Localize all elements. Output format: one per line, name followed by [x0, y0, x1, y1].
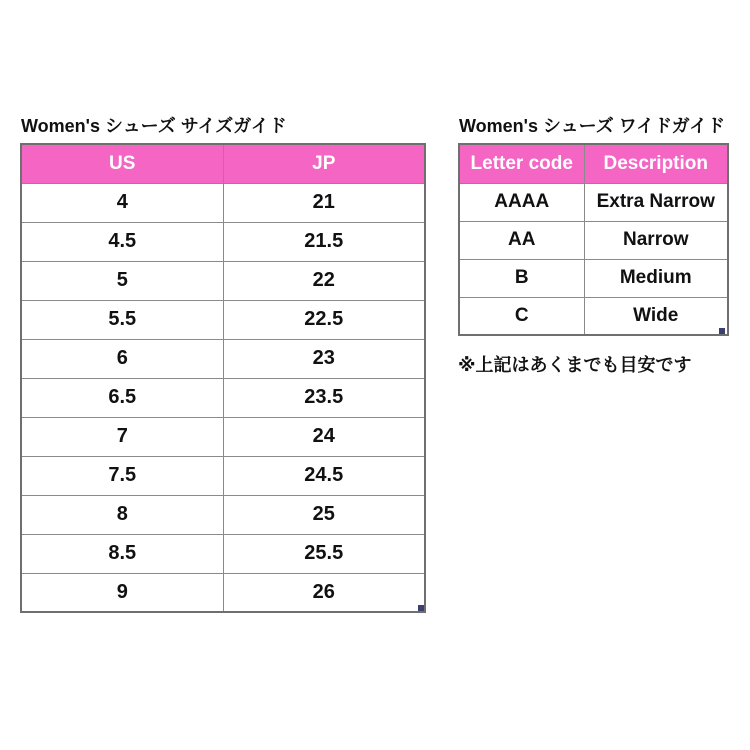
- column-header-description: Description: [584, 144, 728, 183]
- table-row: [21, 495, 425, 534]
- table-cell: 22.5: [223, 300, 425, 339]
- table-row: [21, 456, 425, 495]
- table-cell: 21: [223, 183, 425, 222]
- table-cell: 24: [223, 417, 425, 456]
- width-guide-title: Women's シューズ ワイドガイド: [459, 116, 726, 136]
- table-cell: AA: [459, 221, 584, 259]
- table-cell: C: [459, 297, 584, 335]
- column-header-letter-code: Letter code: [459, 144, 584, 183]
- table-cell: 26: [223, 573, 425, 612]
- table-row: [21, 222, 425, 261]
- table-cell: 24.5: [223, 456, 425, 495]
- table-cell: Medium: [584, 259, 728, 297]
- size-guide-table: [20, 143, 426, 613]
- table-cell: 21.5: [223, 222, 425, 261]
- table-cell: 8: [21, 495, 223, 534]
- table-cell: 23: [223, 339, 425, 378]
- table-row: [21, 534, 425, 573]
- table-row: [21, 378, 425, 417]
- table-cell: 5: [21, 261, 223, 300]
- table-cell: 4: [21, 183, 223, 222]
- table-cell: 7.5: [21, 456, 223, 495]
- table-cell: Narrow: [584, 221, 728, 259]
- letter-code-table: [458, 143, 729, 336]
- table-row: [459, 297, 728, 335]
- us-jp-size-table: [20, 143, 426, 613]
- table-row: [21, 183, 425, 222]
- table-row: [459, 221, 728, 259]
- table-cell: 5.5: [21, 300, 223, 339]
- table-row: [459, 259, 728, 297]
- table-cell: 6.5: [21, 378, 223, 417]
- column-header-jp: JP: [223, 144, 425, 183]
- table-header-row: [459, 144, 728, 183]
- size-guide-title: Women's シューズ サイズガイド: [21, 116, 287, 136]
- guide-disclaimer-note: ※上記はあくまでも目安です: [458, 355, 692, 375]
- table-row: [21, 573, 425, 612]
- selection-corner-marker: [418, 605, 424, 611]
- table-cell: 22: [223, 261, 425, 300]
- table-cell: 25: [223, 495, 425, 534]
- table-cell: 8.5: [21, 534, 223, 573]
- table-row: [21, 300, 425, 339]
- table-cell: 23.5: [223, 378, 425, 417]
- table-cell: 6: [21, 339, 223, 378]
- table-cell: 25.5: [223, 534, 425, 573]
- table-cell: B: [459, 259, 584, 297]
- table-row: [21, 417, 425, 456]
- table-row: [21, 339, 425, 378]
- table-cell: AAAA: [459, 183, 584, 221]
- table-cell: 7: [21, 417, 223, 456]
- table-cell: Extra Narrow: [584, 183, 728, 221]
- table-cell: Wide: [584, 297, 728, 335]
- table-header-row: [21, 144, 425, 183]
- width-guide-table: [458, 143, 727, 336]
- table-row: [21, 261, 425, 300]
- table-row: [459, 183, 728, 221]
- selection-corner-marker: [719, 328, 725, 334]
- column-header-us: US: [21, 144, 223, 183]
- table-cell: 4.5: [21, 222, 223, 261]
- table-cell: 9: [21, 573, 223, 612]
